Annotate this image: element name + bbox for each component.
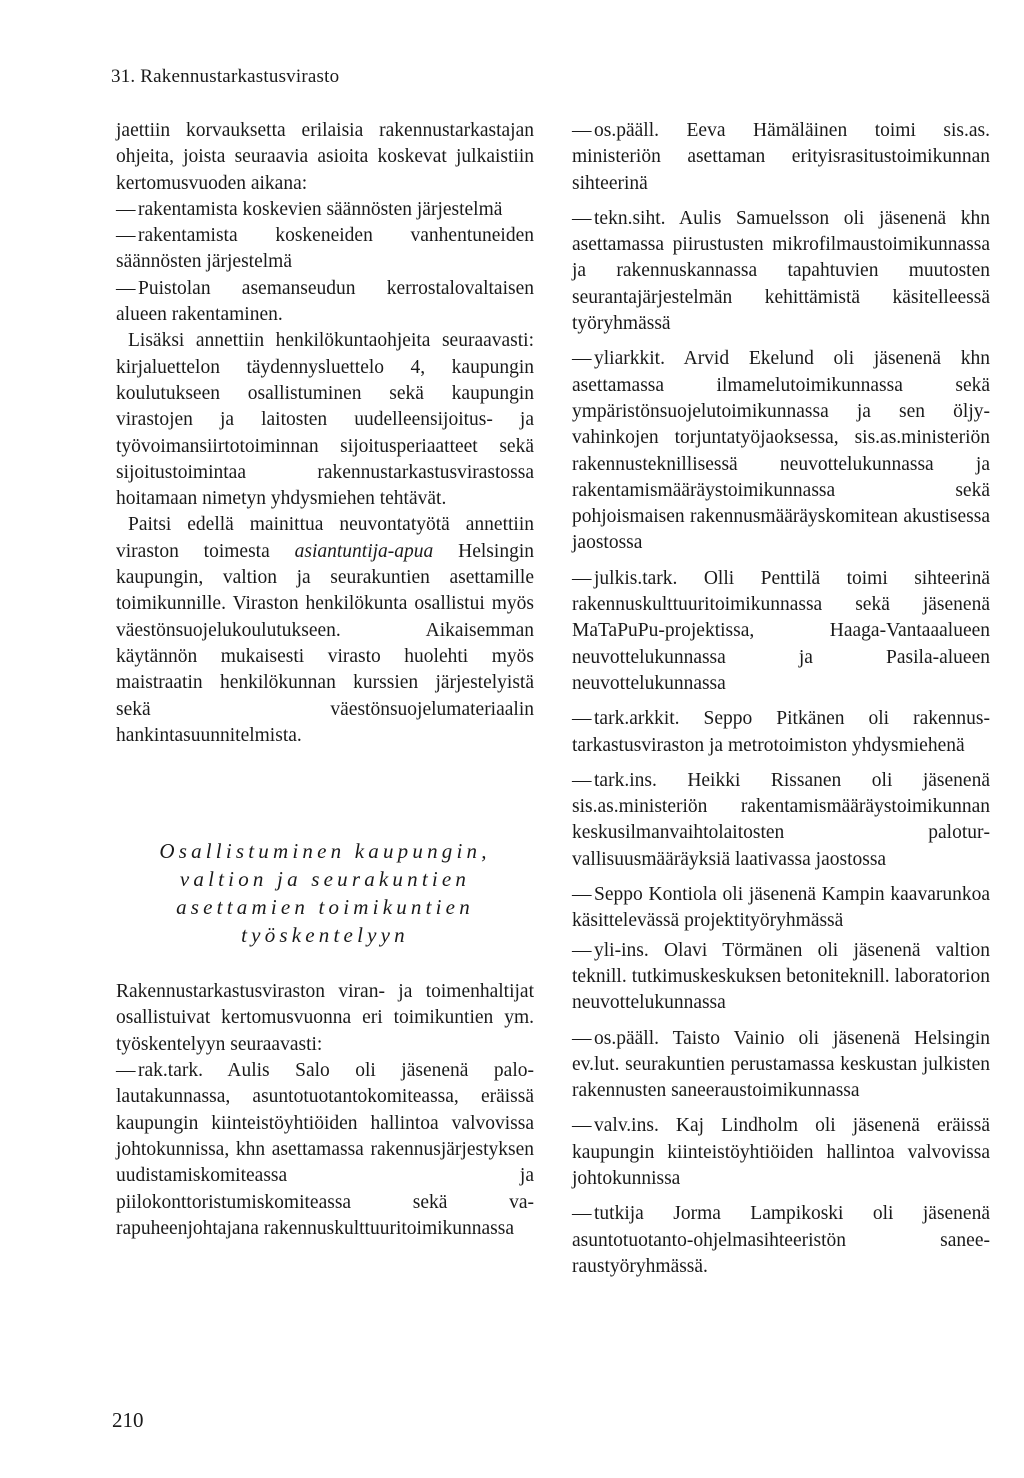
section-heading: Osallistuminen kaupungin, valtion ja seurakuntien asettamien toimikuntien työskentelyyn [159, 839, 491, 948]
paragraph-paitsi: Paitsi edellä mainittua neuvontatyötä annettiin viraston toimesta asiantuntija-apua Helsingin kaupungin, valtion ja seurakuntien asettamille toimikunnille. Viraston henkilökunta osallistui myös väestönsuojelukoulutukseen. Aikaisemman käytännön mukaisesti virasto huolehti myös maistraatin henkilökunnan kurssien järjestelyistä sekä väestönsuojelumateriaalin hankintasuunnitelmista. [116, 514, 534, 746]
list-item: — rakentamista koskevien säännösten järjestelmä [116, 198, 503, 220]
list-item: — tekn.siht. Aulis Samuelsson oli jäsenenä khn asettamassa piirustusten mikrofilmaustoimikunnassa ja rakennuskannassa tapahtuvien muutosten seurantajärjestelmän kehittämistä käsitelleessä työryhmässä [572, 207, 990, 335]
list-item: — tark.arkkit. Seppo Pitkänen oli rakennustarkastusviraston ja metrotoimiston yhdysmiehenä [572, 708, 990, 756]
left-column [116, 118, 534, 1242]
list-item: — julkis.tark. Olli Penttilä toimi sihteerinä rakennuskulttuuritoimikunnassa sekä jäsenenä MaTaPuPu-projektissa, Haaga-Vantaaalueen neuvottelukunnassa ja Pasila-alueen neuvottelukunnassa [572, 567, 990, 694]
list-item: — yliarkkit. Arvid Ekelund oli jäsenenä khn asettamassa ilmamelutoimikunnassa sekä ympäristönsuojelutoimikunnassa ja sen öljyvahinkojen torjuntatyöjaoksessa, sis.as.ministeriön rakennusteknillisessä neuvottelukunnassa ja rakentamismääräystoimikunnassa sekä pohjoismaisen rakennusmääräyskomitean akustisessa jaostossa [572, 348, 990, 554]
list-item: — rakentamista koskeneiden vanhentuneiden säännösten järjestelmä [116, 225, 534, 273]
list-item: — yli-ins. Olavi Törmänen oli jäsenenä valtion teknill. tutkimuskeskuksen betoniteknill. laboratorion neuvottelukunnassa [572, 939, 990, 1014]
right-column [572, 118, 990, 1289]
list-item: — tark.ins. Heikki Rissanen oli jäsenenä sis.as.ministeriön rakentamismääräystoimikunnan keskusilmanvaihtolaitosten paloturvallisuusmääräyksiä laativassa jaostossa [572, 769, 990, 870]
list-item: — os.pääll. Eeva Hämäläinen toimi sis.as. ministeriön asettaman erityisrasitustoimikunnan sihteerinä [572, 120, 990, 194]
paragraph-lisaksi: Lisäksi annettiin henkilökuntaohjeita seuraavasti: kirjaluettelon täydennysluettelo 4, kaupungin koulutukseen osallistuminen sekä kaupungin virastojen ja laitosten uudelleensijoitus- ja työvoimansiirtotoiminnan sijoitusperiaatteet sekä sijoitustoimintaa rakennustarkastusvirastossa hoitamaan nimetyn yhdysmiehen tehtävät. [116, 330, 534, 510]
list-item: — Puistolan asemanseudun kerrostalovaltaisen alueen rakentaminen. [116, 277, 534, 326]
list-item: — valv.ins. Kaj Lindholm oli jäsenenä eräissä kaupungin kiinteistöyhtiöiden hallintoa valvovissa johtokunnissa [572, 1115, 990, 1189]
list-item: — Seppo Kontiola oli jäsenenä Kampin kaavarunkoa käsittelevässä projektityöryhmässä [572, 884, 990, 932]
running-header: 31. Rakennustarkastusvirasto [111, 66, 340, 87]
list-item: — tutkija Jorma Lampikoski oli jäsenenä asuntotuotanto-ohjelmasihteeristön saneeraustyöryhmässä. [572, 1203, 990, 1277]
list-item: — rak.tark. Aulis Salo oli jäsenenä palolautakunnassa, asuntotuotantokomiteassa, eräissä kaupungin kiinteistöyhtiöiden hallintoa valvovissa johtokunnissa, khn asettamassa rakennusjärjestyksen uudistamiskomiteassa ja piilokonttoristumiskomiteassa sekä varapuheenjohtajana rakennuskulttuuritoimikunnassa [116, 1060, 534, 1239]
page-number: 210 [112, 1408, 144, 1432]
intro-paragraph: jaettiin korvauksetta erilaisia rakennustarkastajan ohjeita, joista seuraavia asioita koskevat julkaistiin kertomusvuoden aikana: [116, 120, 534, 194]
paragraph-after-heading: Rakennustarkastusviraston viran- ja toimenhaltijat osallistuivat kertomusvuonna eri toimikuntien ym. työskentelyyn seuraavasti: [116, 981, 534, 1055]
list-item: — os.pääll. Taisto Vainio oli jäsenenä Helsingin ev.lut. seurakuntien perustamassa keskustan julkisten rakennusten saneeraustoimikunnassa [572, 1027, 990, 1102]
italic-term: asiantuntija-apua [294, 540, 434, 562]
